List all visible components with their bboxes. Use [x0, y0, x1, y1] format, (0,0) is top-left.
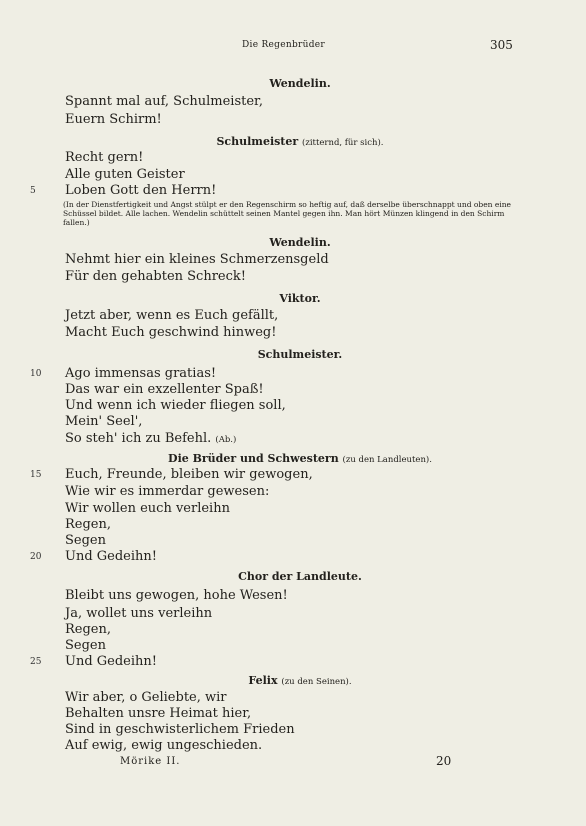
verse-line — [65, 484, 269, 500]
verse-line — [65, 588, 288, 604]
speaker-heading — [60, 77, 540, 90]
speaker-name: Schulmeister. — [257, 348, 343, 361]
line-number: 20 — [30, 552, 42, 562]
speaker-heading — [60, 135, 540, 148]
verse-text: So steh' ich zu Befehl. — [65, 431, 212, 446]
verse-line — [65, 549, 157, 565]
stage-direction-inline: (Ab.) — [215, 435, 237, 445]
speaker-name: Die Brüder und Schwestern — [168, 452, 339, 465]
verse-line — [65, 183, 216, 199]
speaker-name: Schulmeister — [216, 135, 299, 148]
verse-text: Segen — [65, 533, 106, 548]
verse-text: Wie wir es immerdar gewesen: — [65, 484, 270, 499]
verse-text: Euern Schirm! — [65, 112, 162, 127]
speaker-heading — [60, 674, 540, 687]
verse-text: Für den gehabten Schreck! — [65, 269, 246, 284]
verse-line — [65, 269, 246, 285]
speaker-name: Felix — [248, 674, 278, 687]
verse-line — [65, 414, 142, 430]
line-number: 15 — [30, 470, 42, 480]
verse-text: Und wenn ich wieder fliegen soll, — [65, 398, 286, 413]
verse-line — [65, 690, 227, 706]
verse-line — [65, 622, 111, 638]
verse-line — [65, 638, 106, 654]
speaker-heading — [60, 570, 540, 583]
verse-text: Nehmt hier ein kleines Schmerzensgeld — [65, 252, 329, 267]
verse-text: Sind in geschwisterlichem Frieden — [65, 722, 295, 737]
stage-direction-inline: (zu den Landleuten). — [342, 455, 432, 465]
verse-text: Regen, — [65, 622, 112, 637]
verse-text: Auf ewig, ewig ungeschieden. — [65, 738, 263, 753]
verse-line — [65, 366, 216, 382]
verse-line — [65, 722, 295, 738]
verse-text: Spannt mal auf, Schulmeister, — [65, 94, 263, 109]
verse-line — [65, 398, 286, 414]
verse-text: Und Gedeihn! — [65, 549, 158, 564]
verse-text: Mein' Seel', — [65, 414, 143, 429]
footer-sheet-number: 20 — [436, 754, 452, 768]
verse-text: Macht Euch geschwind hinweg! — [65, 325, 277, 340]
verse-line — [65, 252, 329, 268]
speaker-heading — [60, 236, 540, 249]
verse-line — [65, 167, 185, 183]
running-title: Die Regenbrüder — [242, 40, 326, 50]
verse-text: Loben Gott den Herrn! — [65, 183, 217, 198]
verse-text: Regen, — [65, 517, 112, 532]
verse-line — [65, 533, 106, 549]
verse-line — [65, 431, 236, 448]
stage-direction: (In der Dienstfertigkeit und Angst stülpt er den Regenschirm so heftig auf, daß derselbe überschnappt und oben eine Schüssel bildet. Alle lachen. Wendelin schüttelt seinen Mantel gegen ihn. Man hört Münzen klingend in den Schirm fallen.) — [63, 200, 511, 227]
verse-text: Bleibt uns gewogen, hohe Wesen! — [65, 588, 288, 603]
verse-line — [65, 467, 313, 483]
verse-line — [65, 94, 263, 110]
speaker-heading — [60, 348, 540, 361]
verse-line — [65, 606, 212, 622]
verse-text: Wir aber, o Geliebte, wir — [65, 690, 227, 705]
stage-direction-inline: (zitternd, für sich). — [302, 138, 384, 148]
verse-line — [65, 654, 157, 670]
verse-text: Ago immensas gratias! — [65, 366, 217, 381]
footer-signature: Mörike II. — [120, 756, 181, 767]
speaker-name: Viktor. — [279, 292, 321, 305]
verse-text: Alle guten Geister — [65, 167, 185, 182]
verse-line — [65, 517, 111, 533]
verse-text: Euch, Freunde, bleiben wir gewogen, — [65, 467, 313, 482]
verse-text: Und Gedeihn! — [65, 654, 158, 669]
verse-line — [65, 112, 162, 128]
verse-text: Das war ein exzellenter Spaß! — [65, 382, 264, 397]
line-number: 25 — [30, 657, 42, 667]
verse-text: Behalten unsre Heimat hier, — [65, 706, 252, 721]
stage-direction-inline: (zu den Seinen). — [281, 677, 352, 687]
verse-line — [65, 501, 230, 517]
line-number: 5 — [30, 186, 36, 196]
verse-line — [65, 738, 262, 754]
verse-line — [65, 325, 276, 341]
verse-line — [65, 706, 251, 722]
verse-line — [65, 150, 143, 166]
speaker-name: Wendelin. — [269, 77, 331, 90]
verse-text: Jetzt aber, wenn es Euch gefällt, — [65, 308, 279, 323]
verse-text: Ja, wollet uns verleihn — [65, 606, 213, 621]
speaker-heading — [60, 292, 540, 305]
line-number: 10 — [30, 369, 42, 379]
speaker-name: Chor der Landleute. — [238, 570, 362, 583]
verse-line — [65, 308, 278, 324]
verse-text: Segen — [65, 638, 106, 653]
verse-line — [65, 382, 264, 398]
verse-text: Recht gern! — [65, 150, 144, 165]
verse-text: Wir wollen euch verleihn — [65, 501, 230, 516]
speaker-heading — [60, 452, 540, 465]
speaker-name: Wendelin. — [269, 236, 331, 249]
page-number: 305 — [490, 38, 513, 52]
